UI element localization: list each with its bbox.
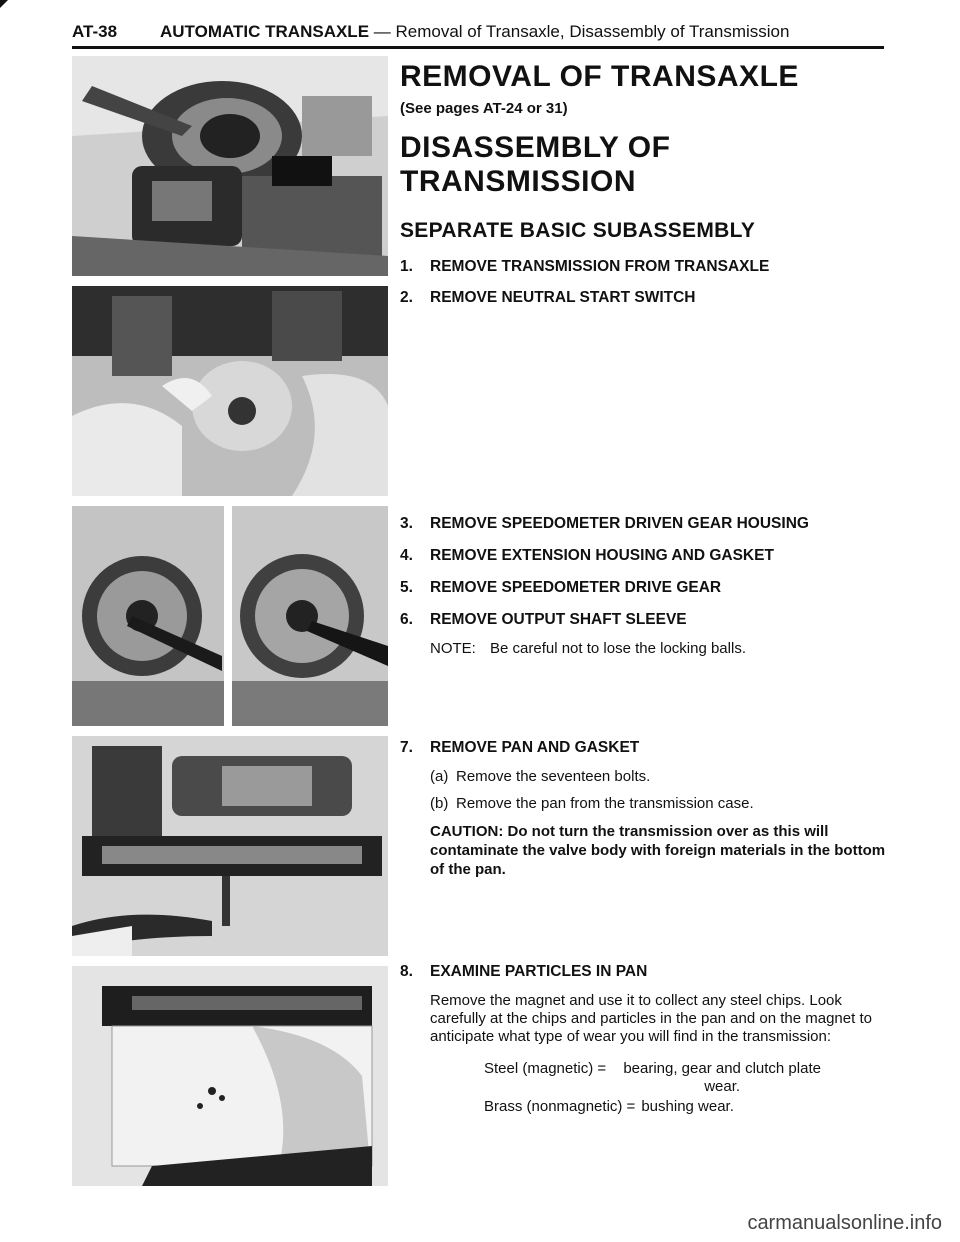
step-text: REMOVE EXTENSION HOUSING AND GASKET: [430, 547, 774, 564]
step-number: 5.: [400, 579, 413, 596]
step-number: 6.: [400, 611, 413, 628]
removal-section: [400, 60, 890, 277]
brass-text: bushing wear.: [641, 1098, 734, 1115]
step-number: 7.: [400, 739, 413, 756]
photo-neutral-start-switch: [72, 286, 388, 496]
steps-3-6-block: [400, 514, 890, 657]
substep-label: (b): [430, 795, 449, 812]
steel-label: Steel (magnetic) =: [484, 1060, 607, 1077]
section-title-removal: REMOVAL OF TRANSAXLE: [400, 60, 799, 93]
step-text: REMOVE NEUTRAL START SWITCH: [430, 289, 696, 306]
watermark: carmanualsonline.info: [747, 1212, 942, 1234]
step-8: [400, 962, 890, 982]
header-title-bold: AUTOMATIC TRANSAXLE: [160, 22, 370, 41]
step-number: 8.: [400, 963, 413, 980]
note-label: NOTE:: [430, 640, 476, 657]
step-text: REMOVE PAN AND GASKET: [430, 739, 640, 756]
step-text: REMOVE SPEEDOMETER DRIVE GEAR: [430, 579, 722, 596]
header-title: [160, 22, 789, 42]
step-number: 1.: [400, 258, 413, 275]
step-1: [400, 257, 890, 277]
section-subtitle: SEPARATE BASIC SUBASSEMBLY: [400, 219, 756, 242]
header-title-rest: — Removal of Transaxle, Disassembly of Transmission: [369, 22, 790, 41]
step-8-paragraph: Remove the magnet and use it to collect any steel chips. Look carefully at the chips and particles in the pan and on the magnet to anticipate what type of wear you will find in the transmission:: [430, 992, 872, 1045]
step-number: 2.: [400, 289, 413, 306]
brass-row: [484, 1098, 890, 1116]
step-6: [400, 610, 890, 630]
caution-text: Do not turn the transmission over as this will contaminate the valve body with foreign materials in the bottom of the pan.: [430, 823, 886, 878]
step-text: REMOVE SPEEDOMETER DRIVEN GEAR HOUSING: [430, 515, 809, 532]
brass-label: Brass (nonmagnetic) =: [484, 1098, 636, 1115]
steel-text: bearing, gear and clutch plate wear.: [623, 1060, 821, 1095]
step-3: [400, 514, 890, 534]
particle-key: [484, 1060, 890, 1116]
steel-row: [484, 1060, 890, 1096]
photo-pan-removal: [72, 736, 388, 956]
step-5: [400, 578, 890, 598]
page-header: [72, 16, 884, 49]
photo-remove-transmission: [72, 56, 388, 276]
step-text: EXAMINE PARTICLES IN PAN: [430, 963, 648, 980]
step-7-block: [400, 738, 890, 879]
step-7a: [430, 768, 890, 785]
substep-label: (a): [430, 768, 449, 785]
step-6-note: [430, 640, 890, 657]
step-2: [400, 288, 890, 308]
section-ref: (See pages AT-24 or 31): [400, 100, 568, 117]
section-title-disassembly: DISASSEMBLY OF TRANSMISSION: [400, 131, 671, 198]
step-7b: [430, 795, 890, 812]
substep-text: Remove the seventeen bolts.: [456, 768, 651, 785]
step-7: [400, 738, 890, 758]
step-2-block: [400, 288, 890, 308]
step-4: [400, 546, 890, 566]
note-text: Be careful not to lose the locking balls.: [490, 640, 746, 657]
photo-examine-pan: [72, 966, 388, 1186]
substep-text: Remove the pan from the transmission case.: [456, 795, 754, 812]
photo-extension-housing: [72, 506, 388, 726]
step-text: REMOVE OUTPUT SHAFT SLEEVE: [430, 611, 687, 628]
step-number: 4.: [400, 547, 413, 564]
caution-label: CAUTION:: [430, 823, 504, 840]
step-8-block: [400, 962, 890, 1116]
caution-block: [430, 822, 890, 879]
page-corner-mark: [0, 0, 8, 8]
step-number: 3.: [400, 515, 413, 532]
page-code: AT-38: [72, 22, 118, 41]
step-text: REMOVE TRANSMISSION FROM TRANSAXLE: [430, 258, 770, 275]
